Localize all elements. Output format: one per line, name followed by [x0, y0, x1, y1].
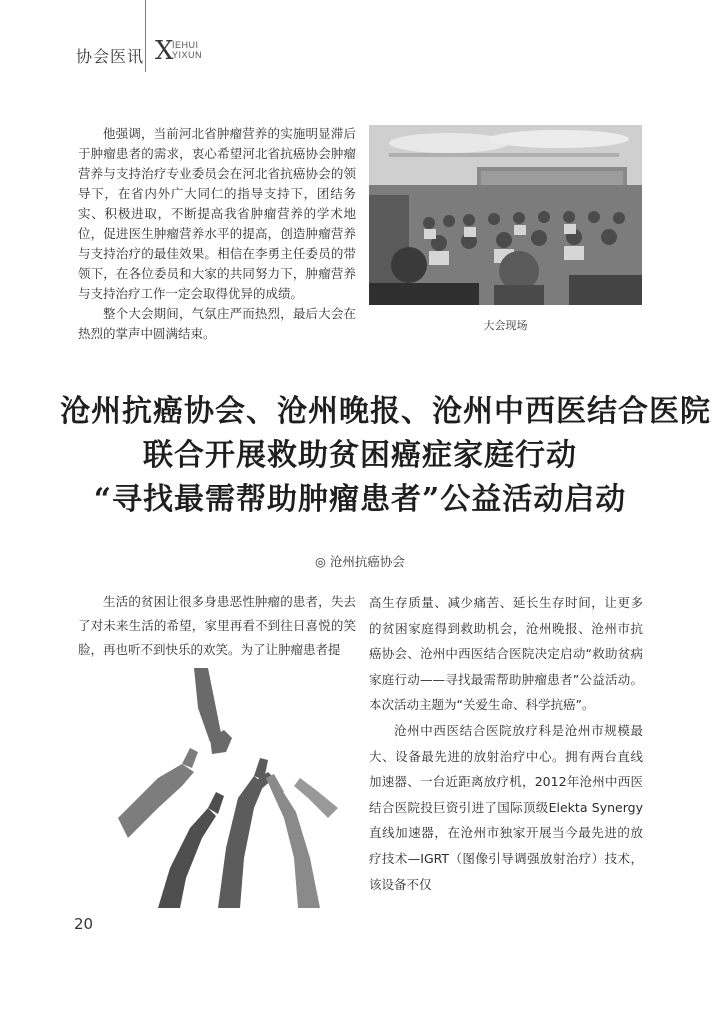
article-right-column [369, 590, 643, 897]
intro-text [78, 124, 356, 344]
section-title: 协会医讯 [76, 47, 145, 66]
logo-pinyin-line-1: IEHUI [172, 40, 199, 50]
title-line: 沧州抗癌协会、沧州晚报、沧州中西医结合医院 [60, 394, 711, 429]
hands-illustration [98, 668, 353, 908]
article-paragraph: 沧州中西医结合医院放疗科是沧州市规模最大、设备最先进的放射治疗中心。拥有两台直线加速器、一台近距离放疗机，2012年沧州中西医结合医院投巨资引进了国际顶级Elekta Synergy 直线加速器，在沧州市独家开展当今最先进的放疗技术—IGRT（图像引导调强放射治疗）技术，该设备不仅 [369, 722, 643, 892]
intro-paragraph: 整个大会期间，气氛庄严而热烈，最后大会在热烈的掌声中圆满结束。 [78, 306, 356, 341]
article-byline: ◎ 沧州抗癌协会 [315, 554, 405, 569]
article-paragraph: 高生存质量、减少痛苦、延长生存时间，让更多的贫困家庭得到救助机会，沧州晚报、沧州市抗癌协会、沧州中西医结合医院决定启动“救助贫病家庭行动——寻找最需帮助肿瘤患者”公益活动。本次活动主题为“关爱生命、科学抗癌”。 [369, 595, 643, 713]
intro-paragraph: 他强调，当前河北省肿瘤营养的实施明显滞后于肿瘤患者的需求，衷心希望河北省抗癌协会肿瘤营养与支持治疗专业委员会在河北省抗癌协会的领导下，在省内外广大同仁的指导支持下，团结务实、积极进取，不断提高我省肿瘤营养的学术地位，促进医生肿瘤营养水平的提高，创造肿瘤营养与支持治疗的最佳效果。相信在李勇主任委员的带领下，在各位委员和大家的共同努力下，肿瘤营养与支持治疗工作一定会取得优异的成绩。 [78, 126, 356, 301]
logo-pinyin-line-2: YIXUN [172, 50, 203, 60]
conference-photo [369, 125, 642, 305]
article-paragraph: 生活的贫困让很多身患恶性肿瘤的患者，失去了对未来生活的希望，家里再看不到往日喜悦的笑脸，再也听不到快乐的欢笑。为了让肿瘤患者提 [78, 594, 356, 657]
photo-caption: 大会现场 [483, 319, 528, 332]
section-logo-pinyin [172, 40, 202, 60]
title-line: 联合开展救助贫困癌症家庭行动 [143, 438, 577, 473]
conference-photo-drawing [369, 125, 642, 305]
hands-photo [98, 668, 353, 908]
article-left-column [78, 590, 356, 662]
page-number: 20 [74, 915, 94, 933]
section-logo-letter: X [155, 36, 174, 66]
header-vertical-rule [145, 0, 146, 72]
title-line: “寻找最需帮助肿瘤患者”公益活动启动 [93, 482, 627, 517]
article-title [60, 390, 711, 522]
